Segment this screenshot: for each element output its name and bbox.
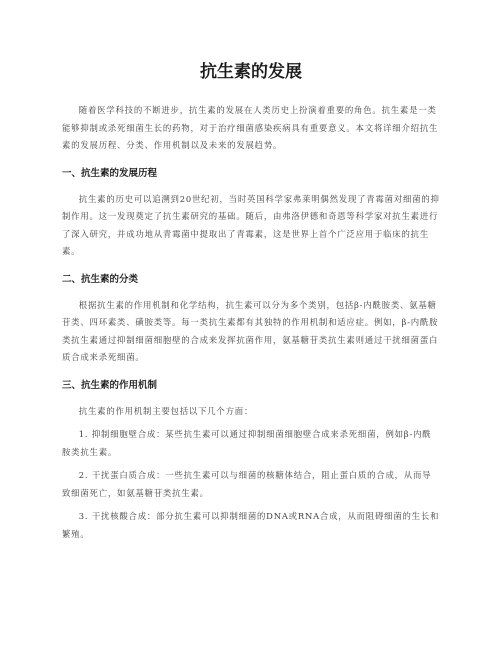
intro-paragraph: 随着医学科技的不断进步，抗生素的发展在人类历史上扮演着重要的角色。抗生素是一类能够抑制或杀死细菌生长的药物，对于治疗细菌感染疾病具有重要意义。本文将详细介绍抗生素的发展历程、分类、作用机制以及未来的发展趋势。: [62, 105, 439, 150]
section-heading-history: 一、抗生素的发展历程: [62, 167, 158, 179]
section-text-mechanism: 抗生素的作用机制主要包括以下几个方面：: [78, 405, 254, 416]
section-text-classification: 根据抗生素的作用机制和化学结构，抗生素可以分为多个类别，包括β-内酰胺类、氨基糖苷类、四环素类、磺胺类等。每一类抗生素都有其独特的作用机制和适应症。例如，β-内酰胺类抗生素通过抑制细菌细胞壁的合成来发挥抗菌作用，氨基糖苷类抗生素则通过干扰细菌蛋白质合成来杀死细菌。: [62, 299, 439, 362]
list-item: 1. 抑制细胞壁合成：某些抗生素可以通过抑制细菌细胞壁合成来杀死细菌，例如β-内酰胺类抗生素。: [62, 429, 432, 457]
list-item: 2. 干扰蛋白质合成：一些抗生素可以与细菌的核糖体结合，阻止蛋白质的合成，从而导致细菌死亡，如氨基糖苷类抗生素。: [62, 470, 432, 498]
section-heading-mechanism: 三、抗生素的作用机制: [62, 379, 158, 391]
section-text-history: 抗生素的历史可以追溯到20世纪初，当时英国科学家弗莱明偶然发现了青霉菌对细菌的抑制作用。这一发现奠定了抗生素研究的基础。随后，由弗洛伊德和奇恩等科学家对抗生素进行了深入研究，并成功地从青霉菌中提取出了青霉素，这是世界上首个广泛应用于临床的抗生素。: [62, 193, 440, 256]
section-heading-classification: 二、抗生素的分类: [62, 273, 139, 285]
list-item: 3. 干扰核酸合成：部分抗生素可以抑制细菌的DNA或RNA合成，从而阻碍细菌的生长和繁殖。: [62, 511, 440, 539]
document-title: 抗生素的发展: [200, 62, 302, 82]
